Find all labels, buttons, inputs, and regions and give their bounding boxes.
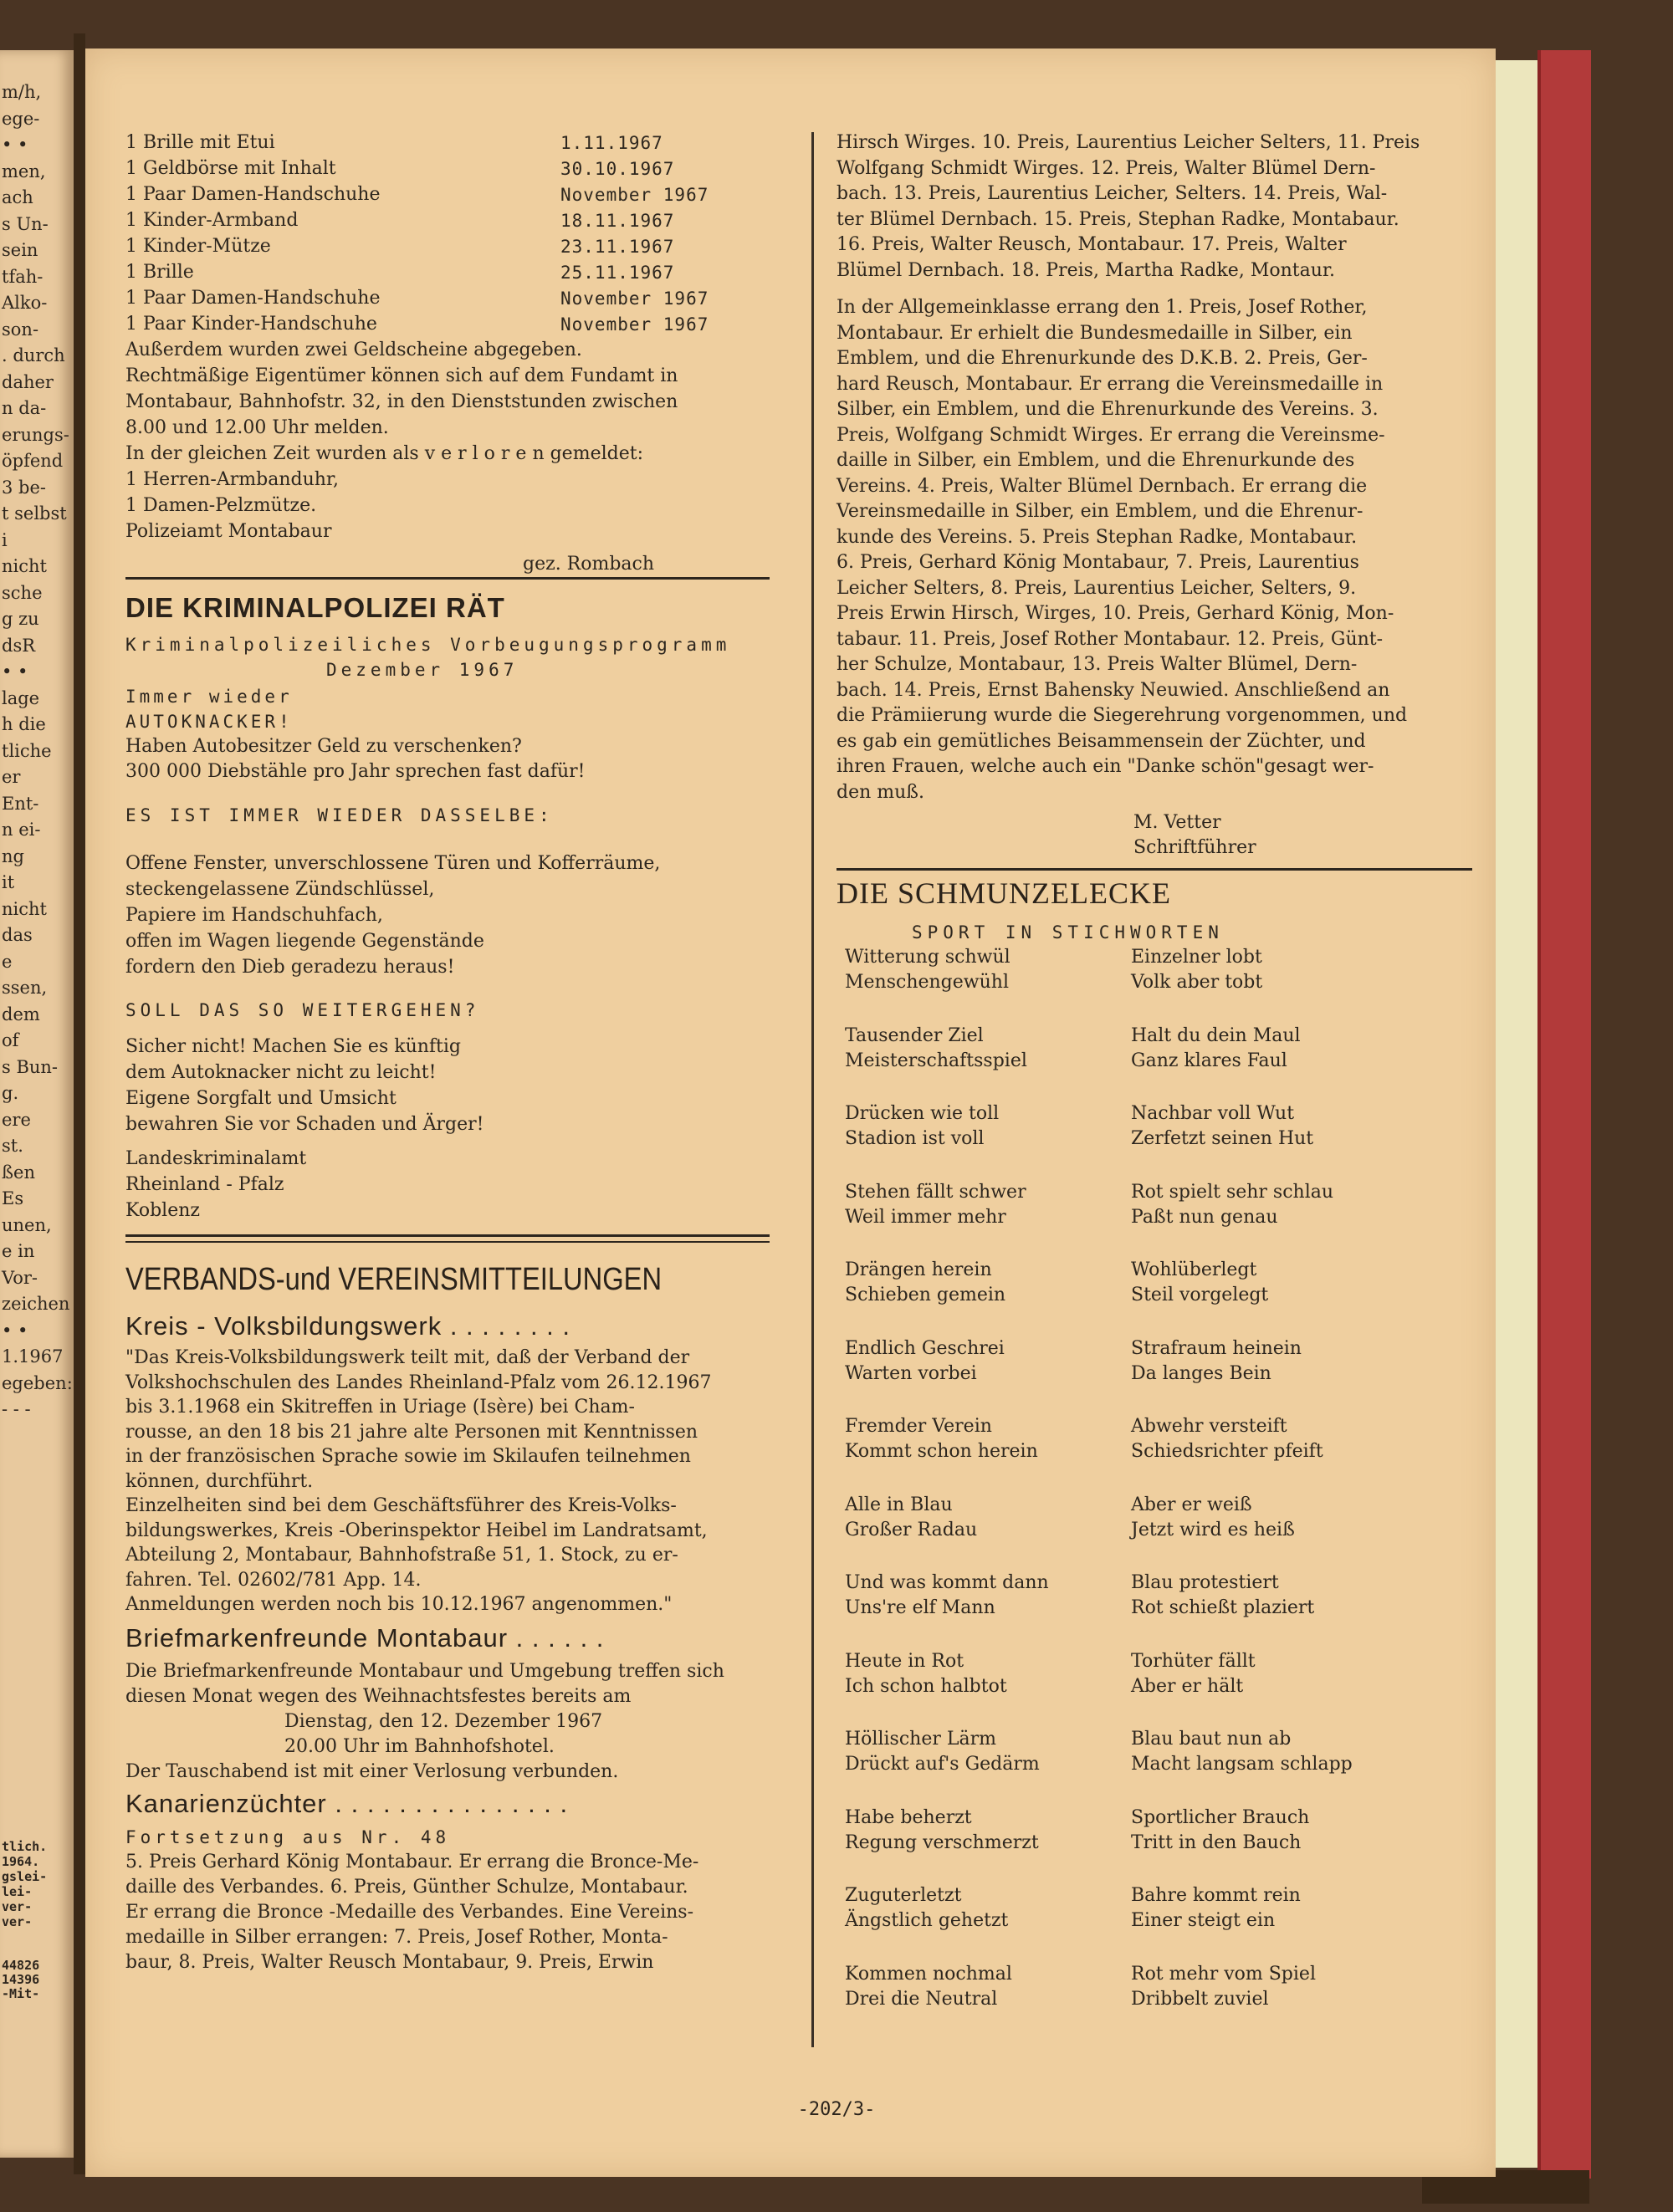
- poem-line: Zerfetzt seinen Hut: [1131, 1128, 1314, 1149]
- poem-line: Heute in Rot: [845, 1650, 964, 1672]
- prize-line: ihren Frauen, welche auch ein "Danke schön"gesagt wer-: [836, 756, 1374, 777]
- prize-line: den muß.: [836, 781, 924, 803]
- page-number: -202/3-: [797, 2099, 876, 2120]
- kvw-line: Abteilung 2, Montabaur, Bahnhofstraße 51, 1. Stock, zu er-: [125, 1545, 678, 1566]
- signature-role: Schriftführer: [1133, 837, 1256, 858]
- prize-line: Preis, Wolfgang Schmidt Wirges. Er errang die Vereinsme-: [836, 424, 1385, 446]
- kvw-line: bis 3.1.1968 ein Skitreffen in Uriage (Isère) bei Cham-: [125, 1397, 635, 1418]
- left-fragment-line: men,: [2, 161, 46, 181]
- poem-line: Steil vorgelegt: [1131, 1285, 1269, 1305]
- prize-line: kunde des Vereins. 5. Preis Stephan Radke, Montabaur.: [836, 526, 1358, 548]
- left-fragment-small: ver-: [2, 1914, 33, 1929]
- poem-line: Macht langsam schlapp: [1131, 1754, 1353, 1775]
- poem-line: Drücken wie toll: [845, 1103, 1000, 1124]
- lost-item: 1 Paar Damen-Handschuhe: [125, 184, 381, 205]
- brief-line: Der Tauschabend ist mit einer Verlosung verbunden.: [125, 1760, 619, 1782]
- left-fragment-line: • •: [2, 135, 28, 155]
- kvw-line: "Das Kreis-Volksbildungswerk teilt mit, daß der Verband der: [125, 1347, 690, 1368]
- kripo-heading: ES IST IMMER WIEDER DASSELBE:: [125, 805, 554, 825]
- lost-item: 1 Paar Damen-Handschuhe: [125, 288, 381, 309]
- kripo-line: Haben Autobesitzer Geld zu verschenken?: [125, 736, 522, 757]
- left-fragment-line: h die: [2, 714, 46, 734]
- poem-line: Sportlicher Brauch: [1131, 1806, 1310, 1828]
- kvw-line: Einzelheiten sind bei dem Geschäftsführer des Kreis-Volks-: [125, 1495, 677, 1516]
- lost-item: 1 Paar Kinder-Handschuhe: [125, 314, 377, 335]
- lost-item-date: 30.10.1967: [560, 159, 675, 179]
- prize-line: Silber, ein Emblem, und die Ehrenurkunde des Vereins. 3.: [836, 399, 1379, 420]
- left-fragment-line: zeichen: [2, 1294, 70, 1314]
- poem-line: Torhüter fällt: [1131, 1650, 1256, 1672]
- left-fragment-line: s Un-: [2, 213, 49, 234]
- left-fragment-line: g.: [2, 1083, 19, 1103]
- kripo-line: Eigene Sorgfalt und Umsicht: [125, 1088, 397, 1109]
- poem-line: Bahre kommt rein: [1131, 1885, 1301, 1906]
- kvw-line: Anmeldungen werden noch bis 10.12.1967 angenommen.": [125, 1594, 673, 1615]
- lost-item-date: November 1967: [560, 289, 709, 309]
- poem-line: Aber er weiß: [1131, 1494, 1252, 1515]
- poem-line: Kommt schon herein: [845, 1441, 1038, 1462]
- left-fragment-line: tliche: [2, 740, 52, 761]
- left-fragment-line: e: [2, 951, 13, 972]
- kanarien-line: daille des Verbandes. 6. Preis, Günther Schulze, Montabaur.: [125, 1876, 688, 1898]
- prize-line: Vereins. 4. Preis, Walter Blümel Dernbach. Er errang die: [836, 475, 1368, 497]
- left-fragment-line: ßen: [2, 1162, 35, 1183]
- found-notice-line: In der gleichen Zeit wurden als v e r l o r e n gemeldet:: [125, 443, 643, 464]
- poem-line: Höllischer Lärm: [845, 1729, 996, 1750]
- left-fragment-line: Es: [2, 1188, 24, 1208]
- poem-line: Ich schon halbtot: [845, 1675, 1007, 1697]
- kripo-line: Koblenz: [125, 1200, 200, 1221]
- left-fragment-line: ssen,: [2, 978, 48, 998]
- kripo-title: DIE KRIMINALPOLIZEI RÄT: [125, 592, 505, 623]
- left-fragment-line: Alko-: [2, 293, 48, 313]
- kripo-heading: SOLL DAS SO WEITERGEHEN?: [125, 1000, 480, 1020]
- kripo-line: steckengelassene Zündschlüssel,: [125, 879, 435, 900]
- left-fragment-small: 1964.: [2, 1854, 40, 1869]
- left-fragment-line: dem: [2, 1004, 40, 1024]
- poem-line: Witterung schwül: [845, 947, 1010, 968]
- left-fragment-line: n da-: [2, 398, 47, 418]
- prize-line: In der Allgemeinklasse errang den 1. Preis, Josef Rother,: [836, 297, 1368, 318]
- kripo-line: fordern den Dieb geradezu heraus!: [125, 957, 455, 978]
- found-notice-line: 1 Damen-Pelzmütze.: [125, 495, 317, 516]
- left-fragment-line: i: [2, 529, 8, 550]
- poem-line: Halt du dein Maul: [1131, 1024, 1301, 1046]
- left-fragment-line: ere: [2, 1109, 31, 1130]
- kvw-line: Volkshochschulen des Landes Rheinland-Pfalz vom 26.12.1967: [125, 1372, 712, 1393]
- poem-line: Drückt auf's Gedärm: [845, 1754, 1040, 1775]
- prize-line: Preis Erwin Hirsch, Wirges, 10. Preis, Gerhard König, Mon-: [836, 603, 1394, 624]
- poem-line: Tritt in den Bauch: [1131, 1831, 1302, 1853]
- prize-line: ter Blümel Dernbach. 15. Preis, Stephan Radke, Montabaur.: [836, 208, 1399, 230]
- book-gutter: [74, 33, 85, 2174]
- brief-title: Briefmarkenfreunde Montabaur . . . . . .: [125, 1622, 605, 1653]
- poem-line: Rot schießt plaziert: [1131, 1597, 1315, 1618]
- prize-line: Leicher Selters, 8. Preis, Laurentius Leicher, Selters, 9.: [836, 577, 1357, 599]
- lost-item-date: 25.11.1967: [560, 263, 675, 283]
- poem-line: Zuguterletzt: [845, 1885, 962, 1906]
- left-fragment-line: Vor-: [2, 1267, 38, 1288]
- poem-line: Aber er hält: [1131, 1675, 1244, 1697]
- poem-line: Schieben gemein: [845, 1285, 1006, 1305]
- kanarien-title: Kanarienzüchter . . . . . . . . . . . . . . .: [125, 1788, 569, 1818]
- left-fragment-line: daher: [2, 371, 54, 392]
- lost-item-date: 1.11.1967: [560, 133, 663, 153]
- poem-line: Blau baut nun ab: [1131, 1729, 1292, 1750]
- left-fragment-small: 44826: [2, 1958, 40, 1973]
- left-fragment-line: erungs-: [2, 424, 69, 445]
- lost-item: 1 Brille mit Etui: [125, 132, 275, 153]
- found-notice-line: 8.00 und 12.00 Uhr melden.: [125, 417, 389, 438]
- page-edges: [1496, 60, 1537, 2168]
- found-signature: gez. Rombach: [523, 554, 655, 575]
- kripo-line: Rheinland - Pfalz: [125, 1174, 284, 1195]
- left-fragment-line: ege-: [2, 108, 40, 129]
- left-fragment-small: gslei-: [2, 1869, 48, 1884]
- poem-line: Wohlüberlegt: [1131, 1259, 1257, 1280]
- section-rule: [125, 1241, 770, 1243]
- left-fragment-line: st.: [2, 1136, 23, 1156]
- kvw-line: in der französischen Sprache sowie im Skilaufen teilnehmen: [125, 1446, 691, 1467]
- schmunzel-title: DIE SCHMUNZELECKE: [836, 876, 1171, 910]
- left-fragment-line: - - -: [2, 1399, 31, 1419]
- kvw-line: fahren. Tel. 02602/781 App. 14.: [125, 1569, 422, 1591]
- left-fragment-line: Ent-: [2, 793, 39, 814]
- kanarien-subtitle: Fortsetzung aus Nr. 48: [125, 1826, 451, 1847]
- signature-name: M. Vetter: [1133, 812, 1221, 833]
- left-fragment-line: e in: [2, 1241, 35, 1261]
- left-fragment-line: nicht: [2, 898, 47, 919]
- book-cover-edge: [1537, 50, 1591, 2179]
- kvw-line: können, durchführt.: [125, 1470, 314, 1492]
- left-fragment-line: er: [2, 767, 21, 787]
- kripo-line: offen im Wagen liegende Gegenstände: [125, 931, 484, 952]
- prize-line: 6. Preis, Gerhard König Montabaur, 7. Preis, Laurentius: [836, 552, 1359, 573]
- poem-line: Warten vorbei: [845, 1362, 977, 1384]
- left-fragment-line: sche: [2, 582, 43, 603]
- found-notice-line: Polizeiamt Montabaur: [125, 521, 332, 542]
- kanarien-line: Er errang die Bronce -Medaille des Verbandes. Eine Vereins-: [125, 1901, 694, 1923]
- lost-item-date: 18.11.1967: [560, 211, 675, 231]
- poem-line: Tausender Ziel: [845, 1024, 984, 1046]
- left-fragment-line: egeben:: [2, 1372, 73, 1393]
- poem-line: Endlich Geschrei: [845, 1337, 1005, 1359]
- kripo-line: AUTOKNACKER!: [125, 712, 293, 732]
- poem-line: Da langes Bein: [1131, 1362, 1271, 1384]
- prize-line: daille in Silber, ein Emblem, und die Ehrenurkunde des: [836, 450, 1355, 471]
- found-notice-line: Außerdem wurden zwei Geldscheine abgegeben.: [125, 340, 582, 360]
- found-notice-line: Rechtmäßige Eigentümer können sich auf dem Fundamt in: [125, 365, 678, 386]
- left-fragment-line: nicht: [2, 556, 47, 576]
- poem-line: Jetzt wird es heiß: [1131, 1519, 1295, 1540]
- left-fragment-small: 14396: [2, 1972, 40, 1987]
- section-rule: [125, 577, 770, 580]
- poem-line: Meisterschaftsspiel: [845, 1050, 1027, 1071]
- kripo-subtitle: Kriminalpolizeiliches Vorbeugungsprogramm: [125, 635, 731, 655]
- prize-line: die Prämiierung wurde die Siegerehrung vorgenommen, und: [836, 705, 1408, 726]
- poem-line: Uns're elf Mann: [845, 1597, 995, 1618]
- kripo-line: bewahren Sie vor Schaden und Ärger!: [125, 1114, 484, 1135]
- poem-line: Ängstlich gehetzt: [845, 1910, 1009, 1931]
- kripo-line: Landeskriminalamt: [125, 1148, 307, 1169]
- verbands-title: VERBANDS-und VEREINSMITTEILUNGEN: [125, 1262, 663, 1297]
- left-fragment-line: • •: [2, 662, 28, 682]
- prize-line: tabaur. 11. Preis, Josef Rother Montabaur. 12. Preis, Günt-: [836, 628, 1384, 650]
- poem-line: Und was kommt dann: [845, 1572, 1049, 1593]
- prize-line: bach. 13. Preis, Laurentius Leicher, Selters. 14. Preis, Wal-: [836, 183, 1388, 204]
- poem-line: Großer Radau: [845, 1519, 978, 1540]
- kripo-subtitle-date: Dezember 1967: [326, 660, 519, 680]
- poem-line: Einzelner lobt: [1131, 947, 1262, 968]
- poem-line: Kommen nochmal: [845, 1963, 1012, 1985]
- kanarien-line: medaille in Silber errangen: 7. Preis, Josef Rother, Monta-: [125, 1926, 668, 1948]
- left-fragment-line: t selbst: [2, 503, 67, 524]
- prize-line: Wolfgang Schmidt Wirges. 12. Preis, Walter Blümel Dern-: [836, 157, 1376, 179]
- kripo-line: 300 000 Diebstähle pro Jahr sprechen fast dafür!: [125, 761, 586, 782]
- left-fragment-line: n ei-: [2, 820, 41, 840]
- lost-item-date: November 1967: [560, 314, 709, 335]
- poem-line: Volk aber tobt: [1131, 972, 1263, 993]
- left-fragment-line: of: [2, 1030, 19, 1050]
- brief-line: Dienstag, den 12. Dezember 1967: [284, 1710, 603, 1732]
- found-notice-line: Montabaur, Bahnhofstr. 32, in den Dienststunden zwischen: [125, 391, 678, 412]
- lost-item: 1 Kinder-Mütze: [125, 236, 271, 257]
- section-rule: [836, 868, 1472, 871]
- poem-line: Stadion ist voll: [845, 1128, 985, 1149]
- schmunzel-subtitle: SPORT IN STICHWORTEN: [912, 922, 1224, 943]
- left-fragment-line: son-: [2, 319, 39, 340]
- left-fragment-line: ach: [2, 187, 33, 207]
- kanarien-line: baur, 8. Preis, Walter Reusch Montabaur, 9. Preis, Erwin: [125, 1951, 654, 1973]
- left-fragment-line: s Bun-: [2, 1056, 59, 1077]
- kvw-line: bildungswerkes, Kreis -Oberinspektor Heibel im Landratsamt,: [125, 1520, 708, 1541]
- prize-line: her Schulze, Montabaur, 13. Preis Walter Blümel, Dern-: [836, 654, 1358, 675]
- poem-line: Blau protestiert: [1131, 1572, 1279, 1593]
- poem-line: Rot mehr vom Spiel: [1131, 1963, 1316, 1985]
- left-fragment-line: it: [2, 872, 15, 892]
- left-fragment-line: • •: [2, 1320, 28, 1341]
- left-fragment-small: -Mit-: [2, 1986, 40, 2001]
- left-page-fragment: [0, 50, 74, 2158]
- poem-line: Fremder Verein: [845, 1416, 992, 1437]
- poem-line: Alle in Blau: [845, 1494, 953, 1515]
- left-fragment-small: tlich.: [2, 1839, 48, 1854]
- left-fragment-line: m/h,: [2, 82, 42, 102]
- prize-line: Blümel Dernbach. 18. Preis, Martha Radke, Montaur.: [836, 259, 1335, 281]
- lost-item: 1 Geldbörse mit Inhalt: [125, 158, 336, 179]
- left-fragment-line: 1.1967: [2, 1346, 64, 1367]
- brief-line: diesen Monat wegen des Weihnachtsfestes bereits am: [125, 1685, 632, 1707]
- left-fragment-line: lage: [2, 687, 40, 708]
- prize-line: bach. 14. Preis, Ernst Bahensky Neuwied. Anschließend an: [836, 679, 1390, 701]
- newspaper-page: [85, 49, 1496, 2177]
- left-fragment-small: lei-: [2, 1884, 33, 1899]
- poem-line: Nachbar voll Wut: [1131, 1103, 1295, 1124]
- prize-line: hard Reusch, Montabaur. Er errang die Vereinsmedaille in: [836, 373, 1384, 395]
- prize-line: 16. Preis, Walter Reusch, Montabaur. 17. Preis, Walter: [836, 234, 1347, 255]
- poem-line: Strafraum heinein: [1131, 1337, 1302, 1359]
- kvw-line: rousse, an den 18 bis 21 jahre alte Personen mit Kenntnissen: [125, 1421, 698, 1443]
- brief-line: Die Briefmarkenfreunde Montabaur und Umgebung treffen sich: [125, 1660, 724, 1682]
- kanarien-line: 5. Preis Gerhard König Montabaur. Er errang die Bronce-Me-: [125, 1851, 699, 1872]
- poem-line: Paßt nun genau: [1131, 1206, 1278, 1228]
- kripo-line: Sicher nicht! Machen Sie es künftig: [125, 1036, 462, 1057]
- kripo-line: Offene Fenster, unverschlossene Türen und Kofferräume,: [125, 853, 661, 874]
- left-fragment-line: das: [2, 925, 33, 945]
- lost-item-date: November 1967: [560, 185, 709, 205]
- poem-line: Abwehr versteift: [1131, 1416, 1287, 1437]
- left-fragment-line: g zu: [2, 609, 39, 629]
- prize-line: Hirsch Wirges. 10. Preis, Laurentius Leicher Selters, 11. Preis: [836, 132, 1420, 153]
- poem-line: Einer steigt ein: [1131, 1910, 1276, 1931]
- left-fragment-line: sein: [2, 240, 38, 260]
- left-fragment-line: dsR: [2, 635, 36, 656]
- left-fragment-line: öpfend: [2, 451, 64, 471]
- lost-item-date: 23.11.1967: [560, 237, 675, 257]
- left-fragment-line: 3 be-: [2, 477, 47, 498]
- prize-line: Emblem, und die Ehrenurkunde des D.K.B. 2. Preis, Ger-: [836, 348, 1368, 369]
- poem-line: Drei die Neutral: [845, 1988, 998, 2010]
- poem-line: Rot spielt sehr schlau: [1131, 1181, 1334, 1203]
- poem-line: Schiedsrichter pfeift: [1131, 1441, 1323, 1462]
- poem-line: Regung verschmerzt: [845, 1831, 1039, 1853]
- poem-line: Habe beherzt: [845, 1806, 972, 1828]
- poem-line: Ganz klares Faul: [1131, 1050, 1287, 1071]
- left-fragment-line: tfah-: [2, 266, 43, 287]
- kripo-line: dem Autoknacker nicht zu leicht!: [125, 1062, 437, 1083]
- left-fragment-line: ng: [2, 845, 24, 866]
- poem-line: Dribbelt zuviel: [1131, 1988, 1269, 2010]
- left-fragment-line: . durch: [2, 345, 65, 365]
- kvw-title: Kreis - Volksbildungswerk . . . . . . . .: [125, 1311, 571, 1341]
- poem-line: Menschengewühl: [845, 972, 1009, 993]
- poem-line: Weil immer mehr: [845, 1206, 1006, 1228]
- poem-line: Stehen fällt schwer: [845, 1181, 1026, 1203]
- prize-line: Vereinsmedaille in Silber, ein Emblem, und die Ehrenur-: [836, 501, 1363, 522]
- lost-item: 1 Kinder-Armband: [125, 210, 299, 231]
- section-rule: [125, 1234, 770, 1237]
- kripo-line: Immer wieder: [125, 687, 293, 707]
- kripo-line: Papiere im Handschuhfach,: [125, 905, 383, 926]
- brief-line: 20.00 Uhr im Bahnhofshotel.: [284, 1735, 555, 1757]
- prize-line: es gab ein gemütliches Beisammensein der Züchter, und: [836, 730, 1366, 752]
- lost-item: 1 Brille: [125, 262, 194, 283]
- left-fragment-small: ver-: [2, 1899, 33, 1914]
- found-notice-line: 1 Herren-Armbanduhr,: [125, 469, 339, 490]
- prize-line: Montabaur. Er erhielt die Bundesmedaille in Silber, ein: [836, 322, 1353, 344]
- left-fragment-line: unen,: [2, 1214, 52, 1235]
- column-divider: [811, 132, 814, 2047]
- poem-line: Drängen herein: [845, 1259, 992, 1280]
